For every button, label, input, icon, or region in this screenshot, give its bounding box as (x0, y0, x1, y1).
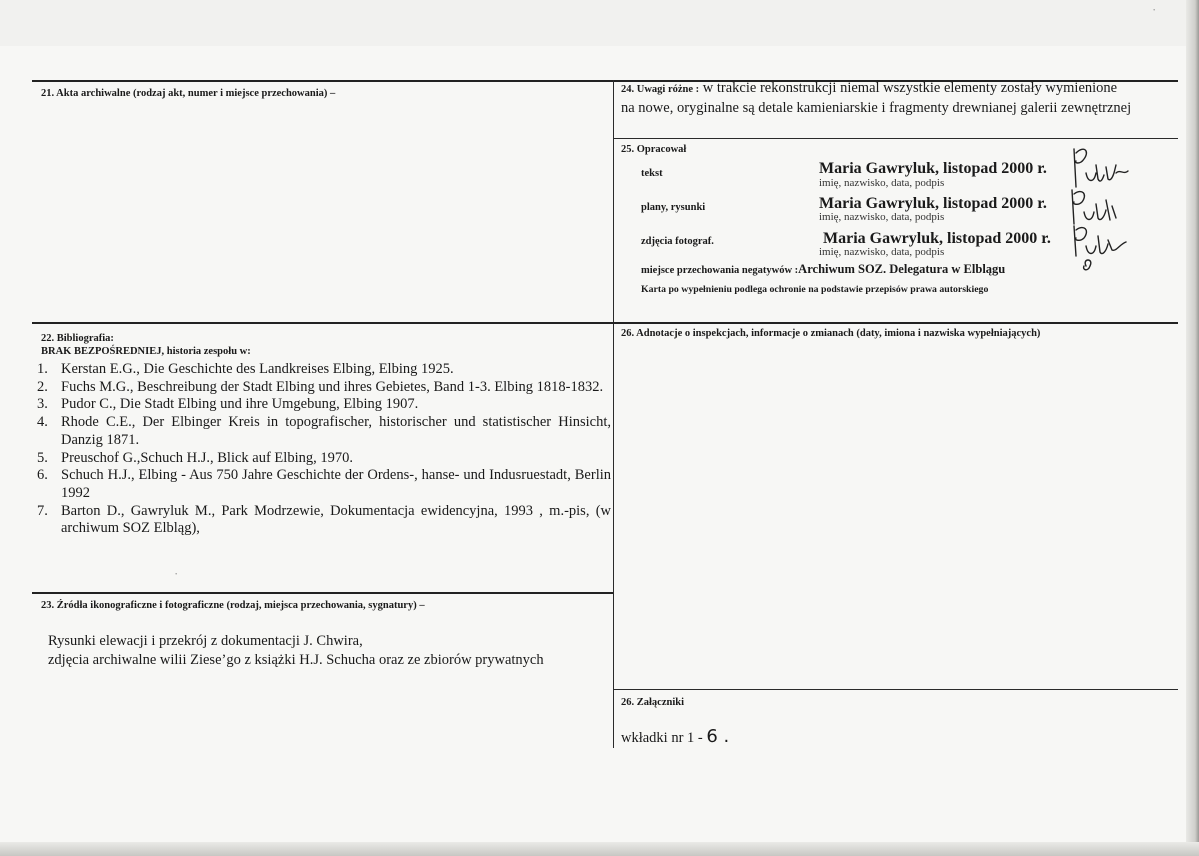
bibliography-item-text: Kerstan E.G., Die Geschichte des Landkreises Elbing, Elbing 1925. (61, 361, 454, 377)
section-23-line1: Rysunki elewacji i przekrój z dokumentacji J. Chwira, (48, 633, 363, 649)
bibliography-item (37, 361, 611, 379)
section-21-label: 21. Akta archiwalne (rodzaj akt, numer i miejsce przechowania) – (41, 88, 336, 99)
bibliography-item-text: Rhode C.E., Der Elbinger Kreis in topografischer, historischer und statistischer Hinsicht, Danzig 1871. (61, 414, 611, 448)
bibliography-item (37, 503, 611, 538)
bibliography-item (37, 450, 611, 468)
section-26-annotations-label: 26. Adnotacje o inspekcjach, informacje o zmianach (daty, imiona i nazwiska wypełniających) (621, 328, 1041, 339)
page-edge-bottom (0, 842, 1199, 856)
bibliography-item-number: 5. (37, 449, 48, 466)
divider-row2 (32, 322, 1178, 324)
column-divider (613, 80, 614, 748)
bibliography-item-text: Preuschof G.,Schuch H.J., Blick auf Elbing, 1970. (61, 449, 353, 466)
negatives-line (641, 262, 1005, 277)
scan-mark: · (1152, 2, 1157, 17)
divider-22-23 (32, 592, 613, 594)
section-25-label: 25. Opracował (621, 144, 687, 155)
author-name-text: Maria Gawryluk, listopad 2000 r. (819, 160, 1047, 177)
caption-photos: imię, nazwisko, data, podpis (819, 246, 945, 258)
signature-photos (1066, 222, 1132, 274)
bibliography-item (37, 414, 611, 449)
bibliography-item-number: 2. (37, 378, 48, 395)
bibliography-item (37, 379, 611, 397)
bibliography-item-number: 7. (37, 502, 48, 519)
section-23-line2: zdjęcia archiwalne wilii Ziese’go z książki H.J. Schucha oraz ze zbiorów prywatnych (48, 652, 544, 668)
scan-mark: · (174, 566, 179, 581)
attachments-line (621, 727, 729, 748)
bibliography-item-number: 4. (37, 414, 48, 431)
negatives-value: Archiwum SOZ. Delegatura w Elblągu (798, 262, 1006, 276)
role-plans: plany, rysunki (641, 202, 706, 213)
attachments-handwritten: 6 . (706, 726, 730, 747)
section-24-label: 24. Uwagi różne : (621, 84, 700, 95)
section-22-label: 22. Bibliografia: (41, 333, 114, 344)
page-top-margin (0, 0, 1199, 46)
copyright-note: Karta po wypełnieniu podlega ochronie na podstawie przepisów prawa autorskiego (641, 284, 989, 295)
section-23-label: 23. Źródła ikonograficzne i fotograficzne (rodzaj, miejsca przechowania, sygnatury) – (41, 600, 425, 611)
divider-24-25 (614, 138, 1178, 139)
attachments-text: wkładki nr 1 - (621, 730, 703, 746)
negatives-label: miejsce przechowania negatywów : (641, 265, 799, 276)
bibliography-item (37, 396, 611, 414)
page-edge-right (1186, 0, 1199, 856)
section-26-attachments-label: 26. Załączniki (621, 697, 685, 708)
section-24-text-line2: na nowe, oryginalne są detale kamieniarskie i fragmenty drewnianej galerii zewnętrznej (621, 100, 1132, 116)
author-name-plans: Maria Gawryluk, listopad 2000 r. (819, 195, 1047, 212)
bibliography-item-number: 6. (37, 467, 48, 484)
section-24 (621, 79, 1177, 118)
bibliography-list (37, 361, 611, 538)
bibliography-item-text: Pudor C., Die Stadt Elbing und ihre Umgebung, Elbing 1907. (61, 396, 419, 413)
bibliography-item-text: Schuch H.J., Elbing - Aus 750 Jahre Geschichte der Ordens-, hanse- und Indusruestadt, Berlin 1992 (61, 467, 611, 501)
bibliography-item-number: 3. (37, 396, 48, 413)
caption-text: imię, nazwisko, data, podpis (819, 177, 945, 189)
caption-plans: imię, nazwisko, data, podpis (819, 211, 945, 223)
role-text: tekst (641, 168, 663, 179)
section-22-sublabel: BRAK BEZPOŚREDNIEJ, historia zespołu w: (41, 346, 251, 357)
bibliography-item-text: Barton D., Gawryluk M., Park Modrzewie, Dokumentacja ewidencyjna, 1993 , m.-pis, (w archiwum SOZ Elbląg), (61, 502, 611, 537)
bibliography-item (37, 467, 611, 502)
bibliography-item-number: 1. (37, 361, 48, 377)
divider-26a-26b (614, 689, 1178, 690)
role-photos: zdjęcia fotograf. (641, 236, 714, 247)
bibliography-item-text: Fuchs M.G., Beschreibung der Stadt Elbing und ihres Gebietes, Band 1-3. Elbing 1818-1832. (61, 378, 604, 395)
section-24-text-line1: w trakcie rekonstrukcji niemal wszystkie elementy zostały wymienione (702, 80, 1118, 96)
author-name-photos: Maria Gawryluk, listopad 2000 r. (823, 230, 1051, 247)
